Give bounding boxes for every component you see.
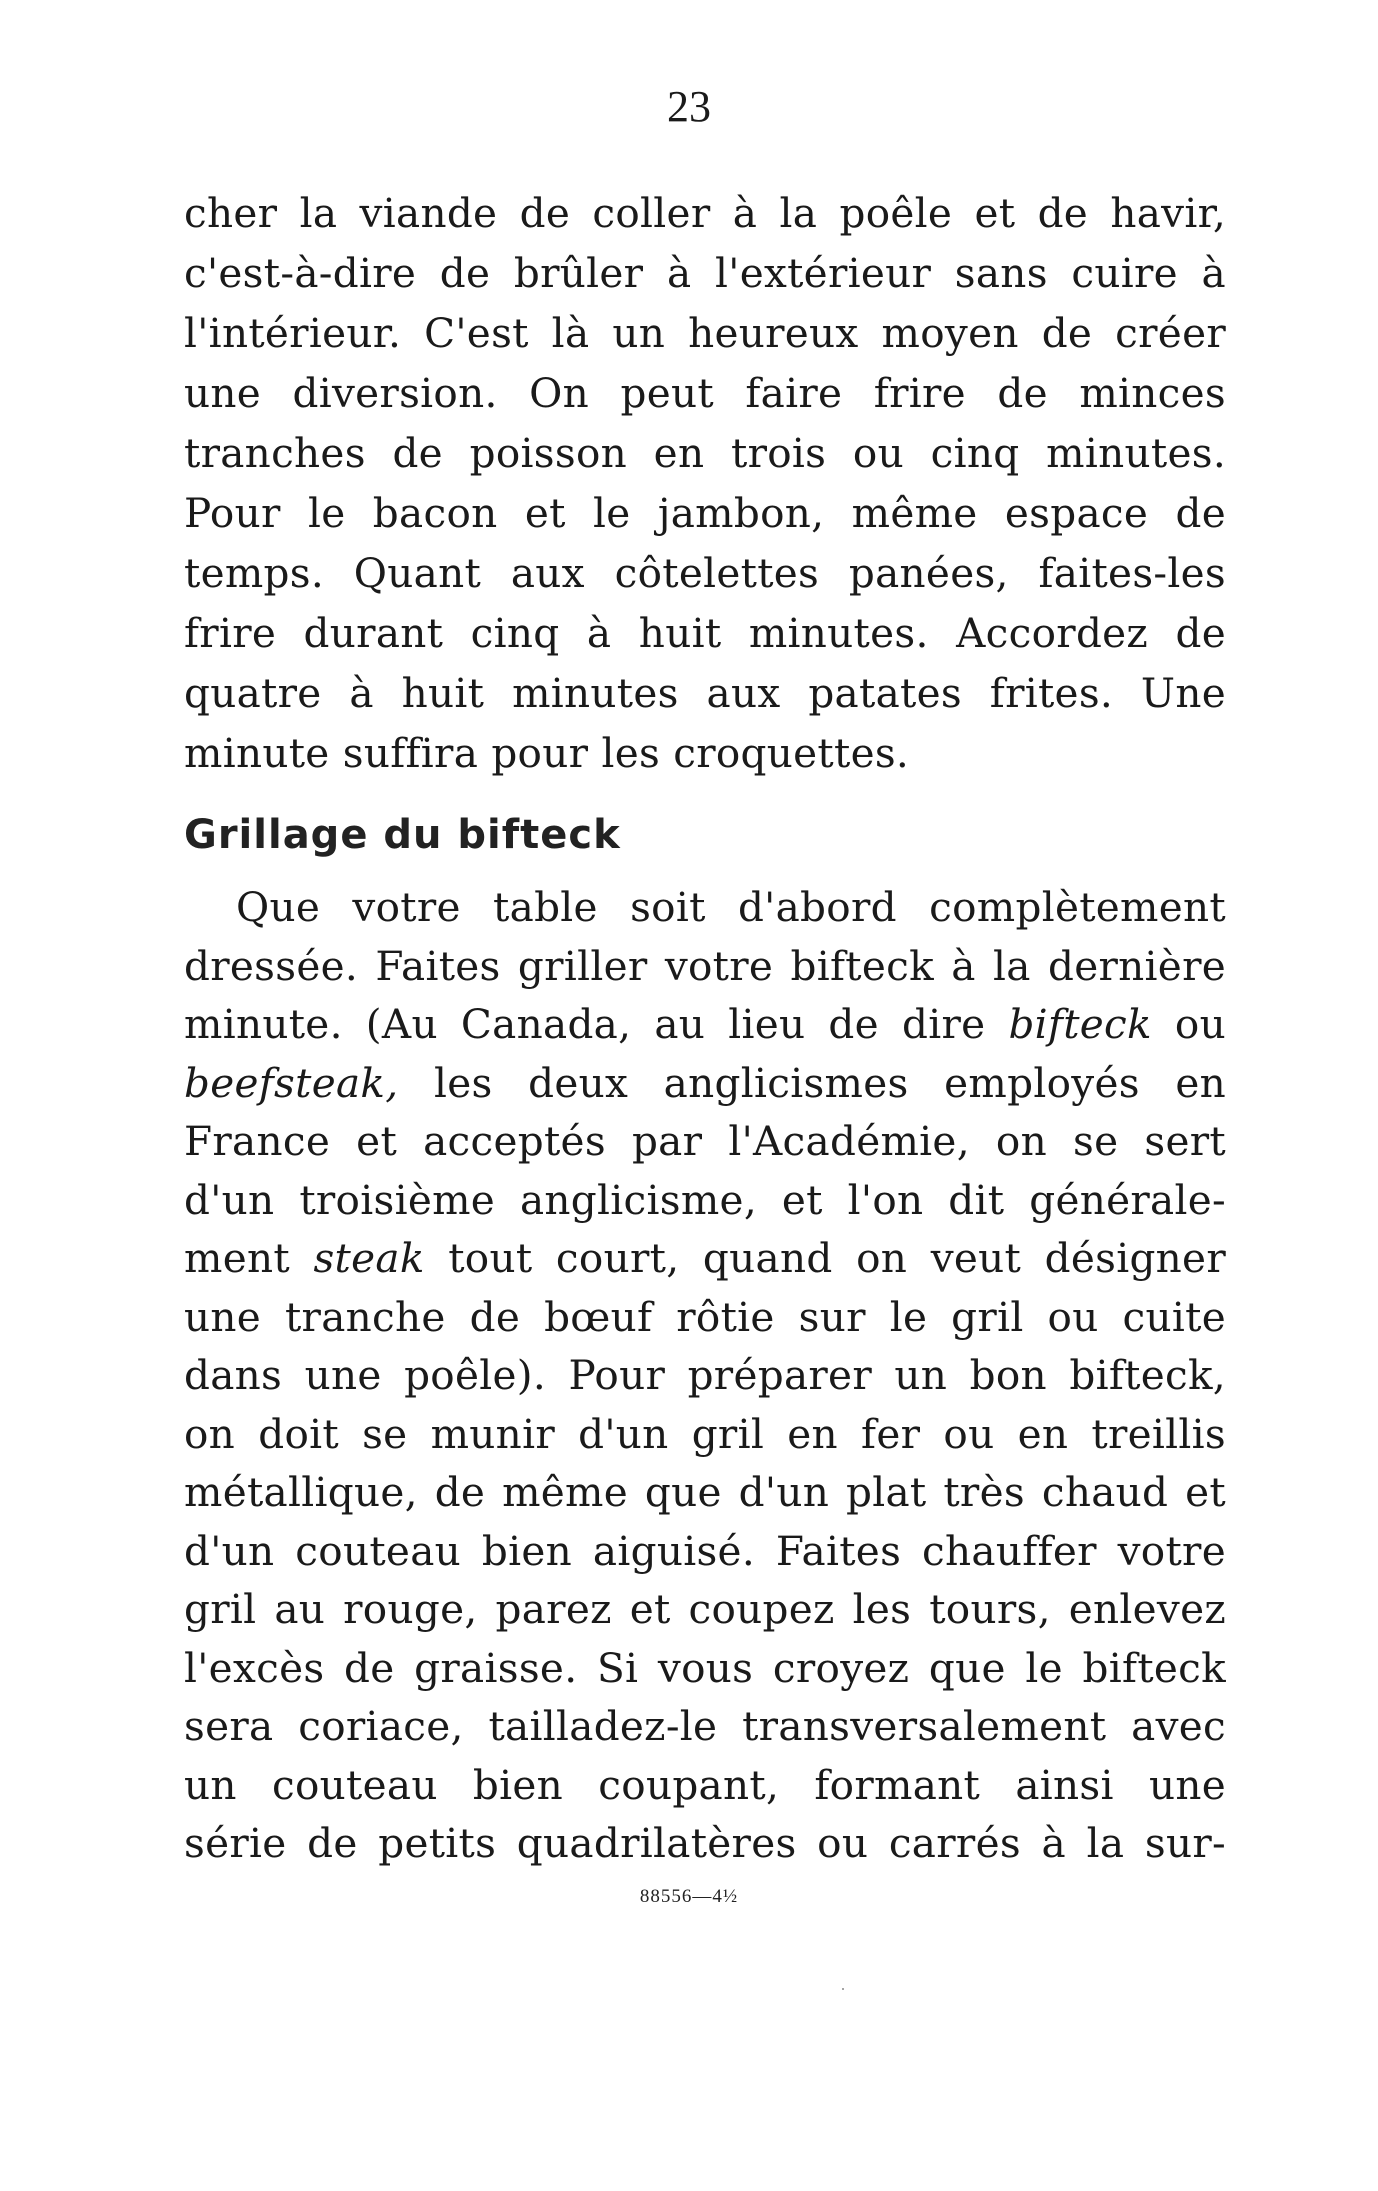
text-line: minute suffira pour les croquettes. <box>184 729 910 777</box>
printer-signature-mark: 88556—4½ <box>639 1886 739 1907</box>
text-run: minute. (Au Canada, au lieu de dire <box>184 1000 1009 1048</box>
text-line: quatre à huit minutes aux patates frites. Une <box>184 669 1226 717</box>
text-line: Pour le bacon et le jambon, même espace de <box>184 489 1226 537</box>
text-line <box>184 995 1226 1054</box>
page-number: 23 <box>667 82 711 131</box>
text-line: l'excès de graisse. Si vous croyez que le bifteck <box>184 1643 1226 1692</box>
text-line: une tranche de bœuf rôtie sur le gril ou cuite <box>184 1292 1226 1341</box>
text-line: on doit se munir d'un gril en fer ou en treillis <box>184 1409 1226 1458</box>
section-heading: Grillage du bifteck <box>184 812 621 858</box>
paragraph-frying-times <box>184 183 1226 783</box>
text-line: tranches de poisson en trois ou cinq minutes. <box>184 429 1226 477</box>
text-line: série de petits quadrilatères ou carrés à la sur- <box>184 1819 1226 1867</box>
text-run: les deux anglicismes employés en <box>398 1058 1226 1107</box>
text-line: gril au rouge, parez et coupez les tours, enlevez <box>184 1585 1226 1633</box>
text-line <box>184 1229 1226 1288</box>
text-line: sera coriace, tailladez-le transversalement avec <box>184 1702 1226 1750</box>
text-line: c'est-à-dire de brûler à l'extérieur sans cuire à <box>184 249 1226 297</box>
text-run: ou <box>1151 1000 1226 1048</box>
text-line: d'un couteau bien aiguisé. Faites chauffer votre <box>184 1526 1226 1575</box>
text-line: Que votre table soit d'abord complètement <box>236 883 1226 931</box>
paper-speck <box>842 1988 844 1990</box>
italic-term: steak <box>313 1234 425 1282</box>
text-line: l'intérieur. C'est là un heureux moyen de créer <box>184 309 1226 357</box>
text-line: frire durant cinq à huit minutes. Accordez de <box>184 609 1226 657</box>
text-line: temps. Quant aux côtelettes panées, faites-les <box>184 549 1226 597</box>
text-line: d'un troisième anglicisme, et l'on dit générale- <box>184 1175 1226 1224</box>
text-line: une diversion. On peut faire frire de minces <box>184 369 1226 417</box>
text-line: dressée. Faites griller votre bifteck à la dernière <box>184 941 1226 990</box>
text-line: cher la viande de coller à la poêle et de havir, <box>184 189 1226 237</box>
italic-term: bifteck <box>1008 1000 1152 1048</box>
paragraph-steak-grilling <box>184 878 1226 1873</box>
text-line: dans une poêle). Pour préparer un bon bifteck, <box>184 1351 1226 1399</box>
text-line: métallique, de même que d'un plat très chaud et <box>184 1468 1226 1516</box>
italic-term: beefsteak, <box>184 1058 399 1107</box>
text-line: un couteau bien coupant, formant ainsi une <box>184 1760 1226 1809</box>
text-run: tout court, quand on veut désigner <box>424 1234 1226 1282</box>
text-line <box>184 1054 1226 1113</box>
text-line: France et acceptés par l'Académie, on se sert <box>184 1117 1226 1165</box>
text-run: ment <box>184 1234 314 1282</box>
